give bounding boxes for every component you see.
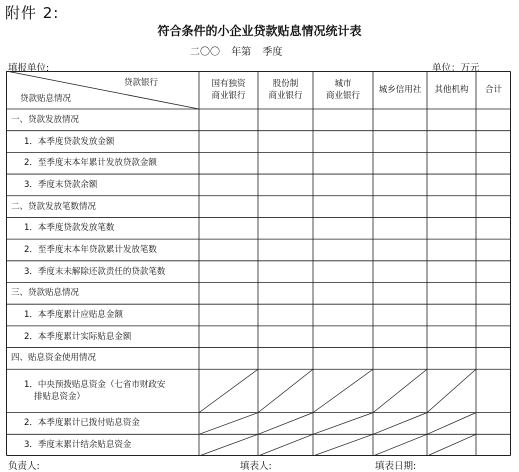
- row-label: 2．本季度累计已拨付贴息资金: [24, 418, 140, 429]
- hatch-diagonal: [199, 434, 258, 456]
- attachment-label: 附件 2:: [5, 4, 60, 22]
- period-year-prefix: 二〇〇: [190, 47, 220, 58]
- hatch-diagonal: [313, 369, 373, 412]
- hatch-diagonal: [199, 413, 258, 435]
- row-label: 3．季度末未解除还款责任的贷款笔数: [24, 266, 166, 277]
- row-label: 1．本季度贷款发放金额: [24, 136, 115, 147]
- hatch-diagonal: [199, 369, 258, 412]
- hatch-diagonal: [427, 413, 476, 435]
- hatch-diagonal: [427, 369, 476, 412]
- hatch-diagonal: [373, 369, 427, 412]
- form-filler-label: 填表人:: [240, 461, 272, 472]
- header-corner-subsidy: 贷款贴息情况: [20, 94, 72, 104]
- column-header-1: 国有独资: [211, 79, 246, 89]
- hatch-diagonal: [258, 413, 313, 435]
- row-label: 2．至季度末本年累计发放贷款金额: [24, 158, 157, 169]
- section-heading: 四、贴息资金使用情况: [11, 353, 97, 364]
- hatch-diagonal: [258, 434, 313, 456]
- row-label: 3．季度末贷款余额: [24, 179, 98, 190]
- hatch-diagonal: [313, 413, 373, 435]
- statistics-table: [6, 71, 511, 456]
- hatch-diagonal: [373, 413, 427, 435]
- hatch-diagonal: [373, 434, 427, 456]
- responsible-person-label: 负责人:: [8, 461, 40, 472]
- row-label: 3．季度末累计结余贴息资金: [24, 440, 132, 451]
- hatch-diagonal: [313, 434, 373, 456]
- fill-date-label: 填表日期:: [375, 461, 417, 472]
- column-header-3: 商业银行: [325, 91, 360, 101]
- column-header-3: 城市: [334, 79, 352, 89]
- row-label: 1．本季度贷款发放笔数: [24, 223, 115, 234]
- row-label: 2．本季度累计实际贴息金额: [24, 331, 132, 342]
- column-header-2: 商业银行: [268, 91, 303, 101]
- row-label: 1．中央预拨贴息资金（七省市财政安: [24, 379, 166, 390]
- column-header-2: 股份制: [272, 79, 299, 89]
- header-corner-banks: 贷款银行: [124, 78, 159, 88]
- section-heading: 一、贷款发放情况: [11, 114, 80, 125]
- reporting-unit-label: 填报单位:: [8, 63, 50, 74]
- hatch-diagonal: [258, 369, 313, 412]
- column-header-4: 城乡信用社: [378, 85, 422, 95]
- column-header-6: 合计: [484, 85, 502, 95]
- section-heading: 三、贷款贴息情况: [11, 288, 80, 299]
- page-title: 符合条件的小企业贷款贴息情况统计表: [157, 24, 362, 38]
- unit-label: 单位：万元: [432, 63, 480, 74]
- row-label: 1．本季度累计应贴息金额: [24, 310, 123, 321]
- column-header-5: 其他机构: [434, 85, 469, 95]
- period-year-suffix: 年第: [231, 47, 252, 58]
- section-heading: 二、贷款发放笔数情况: [11, 201, 97, 212]
- column-header-1: 商业银行: [211, 91, 246, 101]
- period-quarter: 季度: [262, 47, 283, 58]
- report-period: [190, 43, 290, 58]
- row-label: 2．至季度末本年贷款累计发放笔数: [24, 244, 157, 255]
- hatch-diagonal: [427, 434, 476, 456]
- row-label-continued: 排贴息资金）: [34, 391, 86, 402]
